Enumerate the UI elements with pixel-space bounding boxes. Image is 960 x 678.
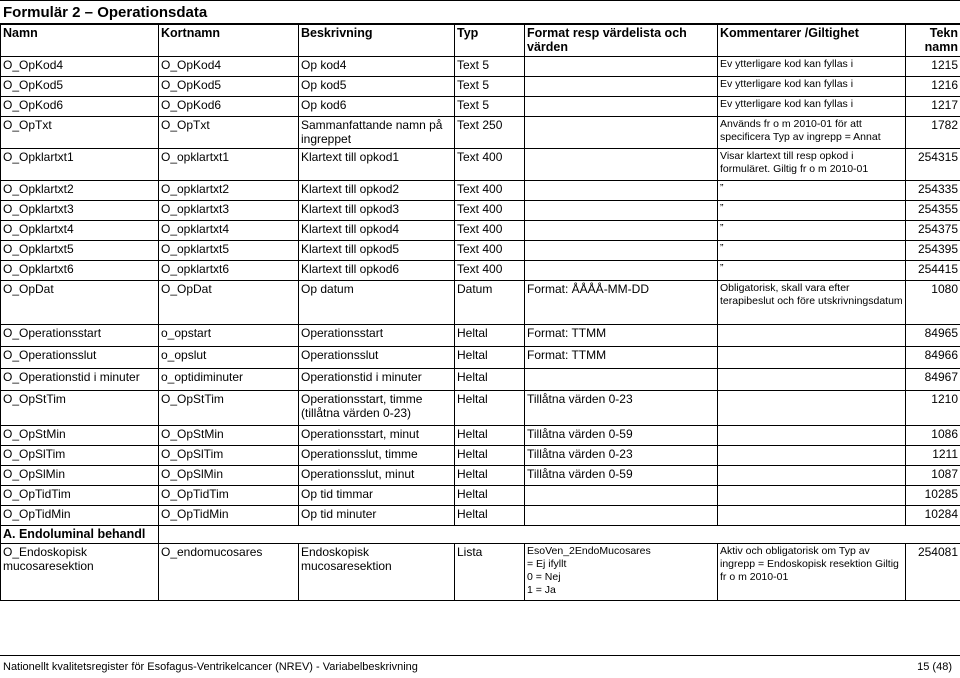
cell-typ: Text 5	[455, 57, 525, 77]
cell-kortnamn: O_OpDat	[159, 281, 299, 325]
cell-tekn-namn: 1210	[906, 391, 960, 426]
table-row	[1, 426, 960, 446]
cell-beskrivning: Operationsstart, minut	[299, 426, 455, 446]
cell-beskrivning: Op tid timmar	[299, 486, 455, 506]
table-row	[1, 369, 960, 391]
cell-tekn-namn: 1782	[906, 117, 960, 149]
cell-beskrivning: Klartext till opkod4	[299, 221, 455, 241]
cell-kortnamn: O_OpSlTim	[159, 446, 299, 466]
cell-kommentar	[718, 391, 906, 426]
column-header: Tekn namn	[906, 25, 960, 57]
cell-kommentar: ”	[718, 241, 906, 261]
cell-namn: O_Operationstid i minuter	[1, 369, 159, 391]
cell-beskrivning: Operationsslut, timme	[299, 446, 455, 466]
cell-beskrivning: Endoskopisk mucosaresektion	[299, 544, 455, 601]
cell-kommentar: Aktiv och obligatorisk om Typ av ingrepp = Endoskopisk resektion Giltig fr o m 2010-01	[718, 544, 906, 601]
cell-tekn-namn: 10284	[906, 506, 960, 526]
empty-cell	[299, 526, 455, 544]
cell-kommentar	[718, 466, 906, 486]
format-line: EsoVen_2EndoMucosares	[527, 545, 715, 558]
column-header: Format resp värdelista och värden	[525, 25, 718, 57]
cell-kortnamn: O_OpTxt	[159, 117, 299, 149]
cell-namn: O_OpKod5	[1, 77, 159, 97]
cell-kortnamn: O_OpTidTim	[159, 486, 299, 506]
cell-format	[525, 544, 718, 601]
column-header: Kommentarer /Giltighet	[718, 25, 906, 57]
cell-typ: Text 5	[455, 97, 525, 117]
table-row	[1, 325, 960, 347]
cell-namn: O_Opklartxt1	[1, 149, 159, 181]
cell-typ: Text 400	[455, 181, 525, 201]
cell-format: Tillåtna värden 0-59	[525, 466, 718, 486]
cell-kommentar: Visar klartext till resp opkod i formuläret. Giltig fr o m 2010-01	[718, 149, 906, 181]
cell-kortnamn: O_opklartxt1	[159, 149, 299, 181]
cell-beskrivning: Klartext till opkod5	[299, 241, 455, 261]
cell-tekn-namn: 1211	[906, 446, 960, 466]
column-header: Namn	[1, 25, 159, 57]
cell-kortnamn: O_OpSlMin	[159, 466, 299, 486]
cell-format	[525, 57, 718, 77]
cell-namn: O_OpTidMin	[1, 506, 159, 526]
cell-beskrivning: Operationsstart	[299, 325, 455, 347]
cell-format	[525, 506, 718, 526]
cell-format	[525, 117, 718, 149]
cell-kommentar	[718, 446, 906, 466]
column-header: Kortnamn	[159, 25, 299, 57]
cell-kommentar: Används fr o m 2010-01 för att specificera Typ av ingrepp = Annat	[718, 117, 906, 149]
cell-namn: O_Operationsstart	[1, 325, 159, 347]
variable-table	[0, 24, 960, 601]
cell-beskrivning: Operationsstart, timme (tillåtna värden 0-23)	[299, 391, 455, 426]
cell-namn: O_OpDat	[1, 281, 159, 325]
cell-tekn-namn: 254375	[906, 221, 960, 241]
cell-kortnamn: O_OpStTim	[159, 391, 299, 426]
cell-typ: Datum	[455, 281, 525, 325]
cell-format	[525, 149, 718, 181]
table-row	[1, 149, 960, 181]
empty-cell	[718, 526, 906, 544]
page-title: Formulär 2 – Operationsdata	[0, 0, 960, 24]
cell-typ: Text 400	[455, 241, 525, 261]
cell-kortnamn: O_OpKod5	[159, 77, 299, 97]
cell-format	[525, 241, 718, 261]
cell-beskrivning: Operationstid i minuter	[299, 369, 455, 391]
empty-cell	[455, 526, 525, 544]
cell-beskrivning: Op kod5	[299, 77, 455, 97]
table-header-row	[1, 25, 960, 57]
cell-typ: Heltal	[455, 446, 525, 466]
cell-format	[525, 261, 718, 281]
cell-tekn-namn: 84967	[906, 369, 960, 391]
table-row	[1, 261, 960, 281]
format-line: = Ej ifyllt	[527, 558, 715, 571]
column-header: Beskrivning	[299, 25, 455, 57]
cell-namn: O_Opklartxt4	[1, 221, 159, 241]
cell-beskrivning: Sammanfattande namn på ingreppet	[299, 117, 455, 149]
cell-namn: O_Opklartxt2	[1, 181, 159, 201]
cell-kortnamn: O_OpStMin	[159, 426, 299, 446]
cell-kortnamn: O_opklartxt3	[159, 201, 299, 221]
table-row	[1, 466, 960, 486]
cell-namn: O_Endoskopisk mucosaresektion	[1, 544, 159, 601]
table-row	[1, 486, 960, 506]
empty-cell	[525, 526, 718, 544]
cell-beskrivning: Operationsslut	[299, 347, 455, 369]
cell-namn: O_OpTxt	[1, 117, 159, 149]
cell-kortnamn: O_OpKod4	[159, 57, 299, 77]
cell-tekn-namn: 1217	[906, 97, 960, 117]
cell-typ: Heltal	[455, 506, 525, 526]
cell-namn: O_Opklartxt6	[1, 261, 159, 281]
cell-tekn-namn: 254315	[906, 149, 960, 181]
cell-kommentar: ”	[718, 221, 906, 241]
cell-kommentar: ”	[718, 201, 906, 221]
cell-typ: Text 400	[455, 201, 525, 221]
cell-namn: O_Opklartxt3	[1, 201, 159, 221]
cell-namn: O_OpKod4	[1, 57, 159, 77]
table-row	[1, 281, 960, 325]
cell-tekn-namn: 254395	[906, 241, 960, 261]
cell-tekn-namn: 1080	[906, 281, 960, 325]
cell-kortnamn: O_opklartxt5	[159, 241, 299, 261]
cell-tekn-namn: 10285	[906, 486, 960, 506]
cell-beskrivning: Op datum	[299, 281, 455, 325]
cell-kommentar	[718, 506, 906, 526]
cell-typ: Heltal	[455, 325, 525, 347]
table-row	[1, 181, 960, 201]
format-line: 0 = Nej	[527, 571, 715, 584]
cell-tekn-namn: 84965	[906, 325, 960, 347]
cell-kommentar	[718, 369, 906, 391]
cell-typ: Heltal	[455, 391, 525, 426]
cell-kortnamn: O_opklartxt6	[159, 261, 299, 281]
cell-format: Format: TTMM	[525, 325, 718, 347]
cell-format: Format: ÅÅÅÅ-MM-DD	[525, 281, 718, 325]
section-row	[1, 526, 960, 544]
cell-kortnamn: O_opklartxt2	[159, 181, 299, 201]
table-row	[1, 57, 960, 77]
cell-kortnamn: o_optidiminuter	[159, 369, 299, 391]
cell-beskrivning: Klartext till opkod3	[299, 201, 455, 221]
cell-kommentar: Obligatorisk, skall vara efter terapibeslut och före utskrivningsdatum	[718, 281, 906, 325]
cell-typ: Text 5	[455, 77, 525, 97]
cell-format	[525, 181, 718, 201]
cell-beskrivning: Op kod6	[299, 97, 455, 117]
cell-namn: O_OpSlMin	[1, 466, 159, 486]
cell-tekn-namn: 254355	[906, 201, 960, 221]
cell-format	[525, 486, 718, 506]
table-row	[1, 201, 960, 221]
cell-namn: O_OpKod6	[1, 97, 159, 117]
cell-typ: Heltal	[455, 486, 525, 506]
cell-namn: O_OpTidTim	[1, 486, 159, 506]
cell-format	[525, 369, 718, 391]
cell-format	[525, 77, 718, 97]
cell-beskrivning: Klartext till opkod1	[299, 149, 455, 181]
table-row	[1, 77, 960, 97]
table-row	[1, 544, 960, 601]
page-footer	[0, 655, 960, 678]
cell-kommentar	[718, 325, 906, 347]
cell-kortnamn: O_opklartxt4	[159, 221, 299, 241]
table-row	[1, 506, 960, 526]
table-row	[1, 97, 960, 117]
table-row	[1, 117, 960, 149]
cell-typ: Heltal	[455, 369, 525, 391]
table-row	[1, 221, 960, 241]
footer-title: Nationellt kvalitetsregister för Esofagus-Ventrikelcancer (NREV) - Variabelbeskrivning	[3, 656, 418, 678]
cell-format: Tillåtna värden 0-23	[525, 446, 718, 466]
cell-kommentar	[718, 347, 906, 369]
cell-kortnamn: o_opstart	[159, 325, 299, 347]
cell-kommentar: Ev ytterligare kod kan fyllas i	[718, 97, 906, 117]
cell-kommentar	[718, 426, 906, 446]
cell-kommentar: ”	[718, 261, 906, 281]
cell-kortnamn: o_opslut	[159, 347, 299, 369]
cell-typ: Text 400	[455, 221, 525, 241]
cell-format	[525, 201, 718, 221]
cell-typ: Heltal	[455, 466, 525, 486]
cell-namn: O_OpStMin	[1, 426, 159, 446]
cell-format	[525, 221, 718, 241]
table-row	[1, 446, 960, 466]
cell-beskrivning: Op tid minuter	[299, 506, 455, 526]
column-header: Typ	[455, 25, 525, 57]
cell-typ: Lista	[455, 544, 525, 601]
cell-typ: Text 250	[455, 117, 525, 149]
cell-kommentar	[718, 486, 906, 506]
cell-tekn-namn: 1087	[906, 466, 960, 486]
cell-format: Format: TTMM	[525, 347, 718, 369]
page-number: 15 (48)	[917, 656, 952, 678]
cell-tekn-namn: 254081	[906, 544, 960, 601]
cell-beskrivning: Operationsslut, minut	[299, 466, 455, 486]
cell-namn: O_Opklartxt5	[1, 241, 159, 261]
cell-kortnamn: O_OpKod6	[159, 97, 299, 117]
cell-tekn-namn: 1216	[906, 77, 960, 97]
cell-typ: Heltal	[455, 426, 525, 446]
cell-kortnamn: O_OpTidMin	[159, 506, 299, 526]
section-heading: A. Endoluminal behandl	[1, 526, 159, 544]
cell-kommentar: ”	[718, 181, 906, 201]
cell-tekn-namn: 84966	[906, 347, 960, 369]
cell-tekn-namn: 1086	[906, 426, 960, 446]
cell-typ: Text 400	[455, 149, 525, 181]
cell-beskrivning: Klartext till opkod6	[299, 261, 455, 281]
cell-namn: O_OpSlTim	[1, 446, 159, 466]
table-row	[1, 241, 960, 261]
cell-tekn-namn: 1215	[906, 57, 960, 77]
cell-format: Tillåtna värden 0-59	[525, 426, 718, 446]
table-row	[1, 391, 960, 426]
cell-typ: Text 400	[455, 261, 525, 281]
cell-kommentar: Ev ytterligare kod kan fyllas i	[718, 57, 906, 77]
cell-format: Tillåtna värden 0-23	[525, 391, 718, 426]
cell-namn: O_OpStTim	[1, 391, 159, 426]
cell-kommentar: Ev ytterligare kod kan fyllas i	[718, 77, 906, 97]
cell-namn: O_Operationsslut	[1, 347, 159, 369]
empty-cell	[906, 526, 960, 544]
table-row	[1, 347, 960, 369]
cell-beskrivning: Op kod4	[299, 57, 455, 77]
cell-tekn-namn: 254415	[906, 261, 960, 281]
format-line: 1 = Ja	[527, 584, 715, 597]
cell-kortnamn: O_endomucosares	[159, 544, 299, 601]
cell-typ: Heltal	[455, 347, 525, 369]
cell-tekn-namn: 254335	[906, 181, 960, 201]
cell-format	[525, 97, 718, 117]
cell-beskrivning: Klartext till opkod2	[299, 181, 455, 201]
empty-cell	[159, 526, 299, 544]
